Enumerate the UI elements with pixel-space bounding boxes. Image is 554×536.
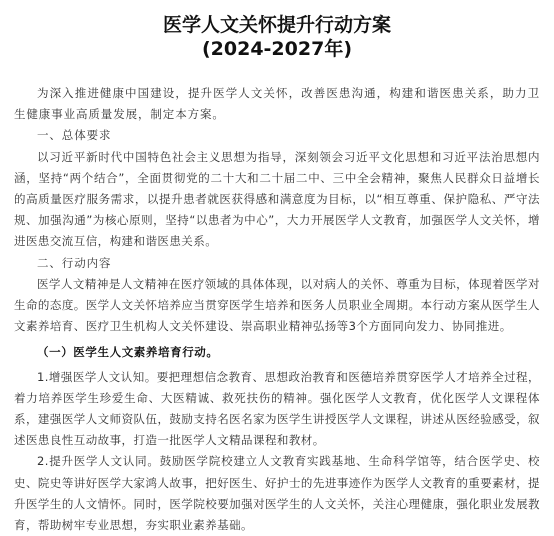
section-2-body: 医学人文精神是人文精神在医疗领域的具体体现，以对病人的关怀、尊重为目标，体现着医学对生命的态度。医学人文关怀培养应当贯穿医学生培养和医务人员职业全周期。本行动方案从医学生人文素养培育、医疗卫生机构人文关怀建设、崇高职业精神弘扬等3个方面同向发力、协同推进。	[14, 276, 540, 334]
section-1-heading: 一、总体要求	[37, 128, 112, 143]
section-2-heading: 二、行动内容	[37, 255, 112, 270]
section-1-body: 以习近平新时代中国特色社会主义思想为指导，深刻领会习近平文化思想和习近平法治思想内涵，坚持“两个结合”，全面贯彻党的二十大和二十届二中、三中全会精神，聚焦人民群众日益增长的高质量医疗服务需求，以提升患者就医获得感和满意度为目标，以“相互尊重、保护隐私、严守法规、加强沟通”为核心原则，坚持“以患者为中心”，大力开展医学人文教育，加强医学人文关怀，增进医患交流互信，构建和谐医患关系。	[14, 149, 540, 249]
subsection-1-heading: （一）医学生人文素养培育行动。	[37, 345, 219, 360]
document-years: (2024-2027年)	[201, 38, 352, 60]
intro-paragraph: 为深入推进健康中国建设，提升医学人文关怀，改善医患沟通，构建和谐医患关系，助力卫生健康事业高质量发展，制定本方案。	[14, 86, 540, 122]
document-title: 医学人文关怀提升行动方案	[162, 14, 391, 36]
item-2-paragraph: 2.提升医学人文认同。鼓励医学院校建立人文教育实践基地、生命科学馆等，结合医学史、校史、院史等讲好医学大家鸿人故事，把好医生、好护士的先进事迹作为医学人文教育的重要素材，提升医学生的人文情怀。同时，医学院校要加强对医学生的人文关怀，关注心理健康，强化职业发展教育，帮助树牢专业思想，夯实职业素养基础。	[14, 454, 540, 533]
item-1-paragraph: 1.增强医学人文认知。要把理想信念教育、思想政治教育和医德培养贯穿医学人才培养全过程，着力培养医学生珍爱生命、大医精诚、救死扶伤的精神。强化医学人文教育，优化医学人文课程体系，建强医学人文师资队伍，鼓励支持名医名家为医学生讲授医学人文课程，讲述从医经验感受，叙述医患良性互动故事，打造一批医学人文精品课程和教材。	[14, 369, 540, 448]
